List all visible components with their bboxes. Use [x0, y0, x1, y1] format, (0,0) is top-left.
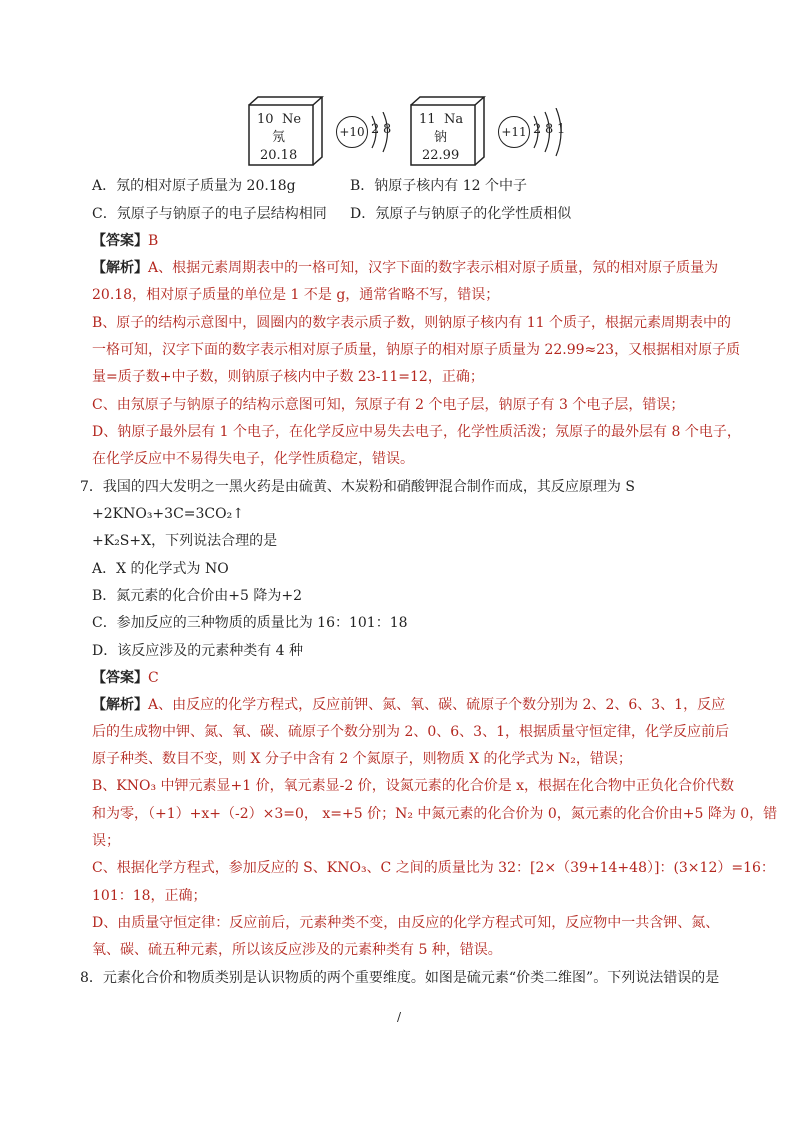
- q8-stem: 8．元素化合价和物质类别是认识物质的两个重要维度。如图是硫元素“价类二维图”。下列说法错误的是: [80, 970, 720, 986]
- na-shell-1: 2: [533, 122, 542, 137]
- ne-nucleus: +10: [336, 116, 368, 148]
- ne-mass: 20.18: [260, 148, 298, 163]
- q7-stem-line-2: +K₂S+X，下列说法合理的是: [92, 533, 278, 549]
- ne-atomic-number: 10: [257, 112, 274, 127]
- q7-analysis-line-8: 101：18，正确；: [92, 888, 207, 904]
- q7-analysis-line-2: 后的生成物中钾、氮、氧、碳、硫原子个数分别为 2、0、6、3、1，根据质量守恒定律，化学反应前后: [92, 724, 729, 740]
- q7-stem-line-1: 7．我国的四大发明之一黑火药是由硫黄、木炭粉和硝酸钾混合制作而成，其反应原理为 S: [80, 479, 635, 495]
- q7-analysis-line-4: B、KNO₃ 中钾元素显+1 价，氧元素显-2 价，设氮元素的化合价是 x，根据在化合物中正负化合价代数: [92, 778, 735, 794]
- q6-analysis-line-7: D、钠原子最外层有 1 个电子，在化学反应中易失去电子，化学性质活泼；氖原子的最外层有 8 个电子，: [92, 424, 741, 440]
- na-shell-3: 1: [557, 122, 566, 137]
- q7-analysis-line-9: D、由质量守恒定律：反应前后，元素种类不变，由反应的化学方程式可知，反应物中一共含钾、氮、: [92, 915, 720, 931]
- q7-option-d: D．该反应涉及的元素种类有 4 种: [92, 643, 304, 659]
- q6-analysis-line-1: 【解析】A、根据元素周期表中的一格可知，汉字下面的数字表示相对原子质量，氖的相对原子质量为: [92, 260, 719, 276]
- q6-analysis-line-5: 量=质子数+中子数，则钠原子核内中子数 23-11=12，正确；: [92, 369, 484, 385]
- answer-value: C: [148, 670, 159, 686]
- q6-answer: [92, 231, 158, 251]
- q6-option-d: D．氖原子与钠原子的化学性质相似: [350, 206, 572, 222]
- ne-shell-2: 8: [383, 122, 392, 137]
- ne-shell-1: 2: [371, 122, 380, 137]
- ne-name: 氖: [272, 130, 286, 145]
- na-atomic-number: 11: [419, 112, 436, 127]
- q7-analysis-line-6: 误；: [92, 833, 120, 849]
- page-number: /: [397, 1010, 402, 1024]
- q6-analysis-line-4: 一格可知，汉字下面的数字表示相对原子质量，钠原子的相对原子质量为 22.99≈23，又根据相对原子质: [92, 342, 741, 358]
- q7-option-a: A．X 的化学式为 NO: [92, 561, 229, 577]
- answer-label: 【答案】: [92, 233, 148, 249]
- q7-equation-line: +2KNO₃+3C=3CO₂↑: [92, 506, 244, 522]
- ne-atom-diagram: [334, 112, 404, 156]
- q7-analysis-line-7: C、根据化学方程式，参加反应的 S、KNO₃、C 之间的质量比为 32：[2×（39+14+48）]：(3×12）=16：: [92, 860, 775, 876]
- ne-symbol: Ne: [282, 112, 302, 127]
- q7-analysis-line-10: 氧、碳、硫五种元素，所以该反应涉及的元素种类有 5 种，错误。: [92, 942, 502, 958]
- na-symbol: Na: [444, 112, 464, 127]
- q7-analysis-line-3: 原子种类、数目不变，则 X 分子中含有 2 个氮原子，则物质 X 的化学式为 N₂，错误；: [92, 751, 632, 767]
- q6-analysis-line-2: 20.18，相对原子质量的单位是 1 不是 g，通常省略不写，错误；: [92, 287, 500, 303]
- answer-label: 【答案】: [92, 670, 148, 686]
- analysis-label: 【解析】: [92, 697, 148, 713]
- q7-analysis-line-5: 和为零，（+1）+x+（-2）×3=0， x=+5 价；N₂ 中氮元素的化合价为 0，氮元素的化合价由+5 降为 0，错: [92, 806, 778, 822]
- q6-option-a: A．氖的相对原子质量为 20.18g: [92, 178, 296, 194]
- na-name: 钠: [434, 130, 448, 145]
- na-shell-2: 8: [545, 122, 554, 137]
- q7-analysis-line-1: 【解析】A、由反应的化学方程式，反应前钾、氮、氧、碳、硫原子个数分别为 2、2、6、3、1，反应: [92, 697, 726, 713]
- q7-option-b: B．氮元素的化合价由+5 降为+2: [92, 588, 303, 604]
- q6-analysis-line-3: B、原子的结构示意图中，圆圈内的数字表示质子数，则钠原子核内有 11 个质子，根据元素周期表中的: [92, 315, 732, 331]
- q6-option-c: C．氖原子与钠原子的电子层结构相同: [92, 206, 327, 222]
- na-element-card: [410, 96, 490, 168]
- na-nucleus: +11: [498, 116, 530, 148]
- q6-option-b: B．钠原子核内有 12 个中子: [350, 178, 528, 194]
- ne-element-card: [248, 96, 328, 168]
- analysis-label: 【解析】: [92, 260, 148, 276]
- na-atom-diagram: [496, 108, 576, 158]
- electron-shell-arcs-icon: [334, 112, 404, 156]
- q7-answer: [92, 668, 159, 688]
- q6-analysis-line-8: 在化学反应中不易得失电子，化学性质稳定，错误。: [92, 451, 414, 467]
- na-mass: 22.99: [422, 148, 460, 163]
- q7-option-c: C．参加反应的三种物质的质量比为 16：101：18: [92, 615, 408, 631]
- answer-value: B: [148, 233, 159, 249]
- q6-analysis-line-6: C、由氖原子与钠原子的结构示意图可知，氖原子有 2 个电子层，钠原子有 3 个电子层，错误；: [92, 397, 685, 413]
